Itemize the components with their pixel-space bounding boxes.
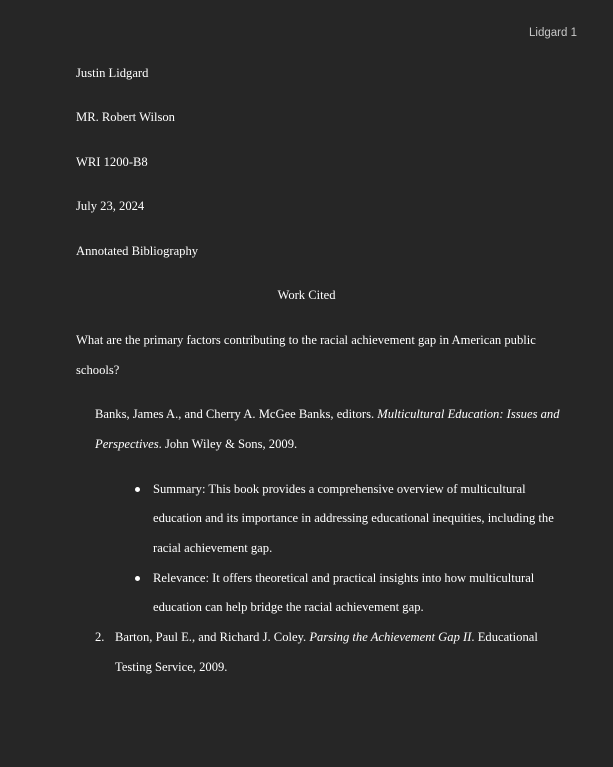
- citation-1-authors: Banks, James A., and Cherry A. McGee Banks, editors.: [95, 407, 378, 421]
- author-name: Justin Lidgard: [76, 66, 149, 80]
- bullet-dot-summary: [135, 487, 140, 492]
- citation-1-line-2: [95, 437, 297, 452]
- bullet-dot-relevance: [135, 576, 140, 581]
- page-header-label: Lidgard 1: [529, 27, 577, 39]
- citation-1-line-1: [95, 407, 560, 422]
- course-code: WRI 1200-B8: [76, 155, 148, 169]
- citation-1-publisher: . John Wiley & Sons, 2009.: [158, 437, 298, 451]
- citation-2-number: 2.: [95, 630, 105, 644]
- relevance-line-1: Relevance: It offers theoretical and practical insights into how multicultural: [153, 571, 535, 585]
- summary-line-2: education and its importance in addressing educational inequities, including the: [153, 511, 554, 525]
- summary-line-3: racial achievement gap.: [153, 541, 273, 555]
- citation-1-title-part-2: Perspectives: [95, 437, 159, 451]
- citation-2-publisher-part-1: . Educational: [471, 630, 538, 644]
- page-title: Work Cited: [277, 288, 336, 302]
- research-question-line-2: schools?: [76, 363, 120, 377]
- document-date: July 23, 2024: [76, 199, 145, 213]
- citation-2-authors: Barton, Paul E., and Richard J. Coley.: [115, 630, 310, 644]
- citation-2-line-1: [115, 630, 538, 645]
- citation-1-title-part-1: Multicultural Education: Issues and: [377, 407, 560, 421]
- citation-2-title: Parsing the Achievement Gap II: [309, 630, 472, 644]
- research-question-line-1: What are the primary factors contributing to the racial achievement gap in American public: [76, 333, 536, 347]
- summary-line-1: Summary: This book provides a comprehensive overview of multicultural: [153, 482, 526, 496]
- citation-2-line-2: Testing Service, 2009.: [115, 660, 228, 674]
- instructor-name: MR. Robert Wilson: [76, 110, 175, 124]
- relevance-line-2: education can help bridge the racial achievement gap.: [153, 600, 424, 614]
- assignment-title: Annotated Bibliography: [76, 244, 199, 258]
